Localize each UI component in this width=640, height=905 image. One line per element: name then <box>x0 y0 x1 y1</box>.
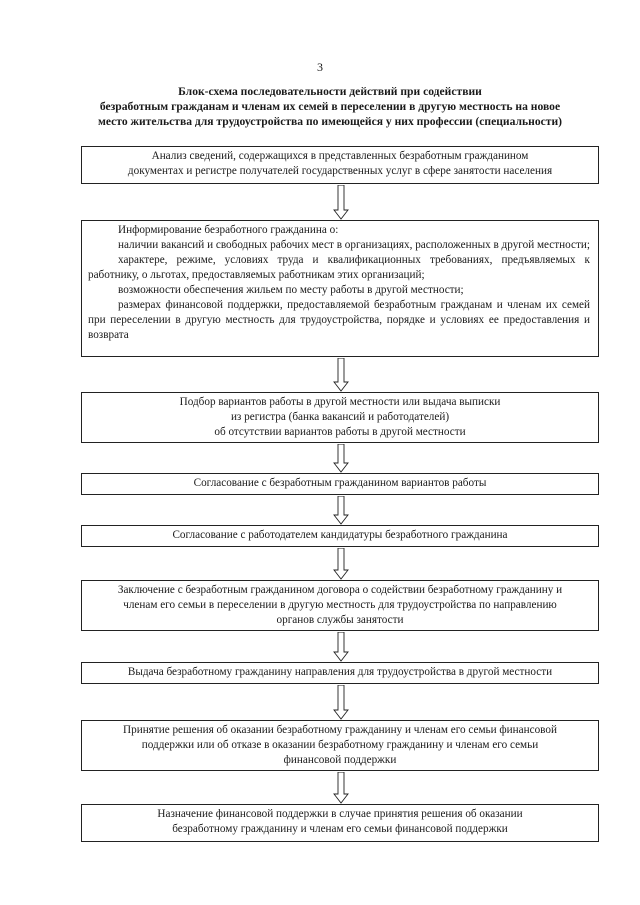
document-title <box>60 84 600 129</box>
step-text-line: об отсутствии вариантов работы в другой местности <box>214 426 466 438</box>
step-text-line: безработному гражданину и членам его семьи финансовой поддержки <box>172 823 508 835</box>
step-text-line: Согласование с работодателем кандидатуры безработного гражданина <box>172 529 508 541</box>
page-number: 3 <box>317 60 323 74</box>
step-text-line: поддержки или об отказе в оказании безработному гражданину и членам его семьи <box>141 739 539 751</box>
step-text-line: органов службы занятости <box>276 614 404 626</box>
step-text-line: членам его семьи в переселении в другую местность для трудоустройства по направлению <box>123 599 557 611</box>
step-9-assignment-box <box>81 804 599 842</box>
step-text-line: Выдача безработному гражданину направления для трудоустройства в другой местности <box>127 666 553 678</box>
step-2-inform-box <box>81 220 599 357</box>
title-line: место жительства для трудоустройства по имеющейся у них профессии (специальности) <box>97 115 563 128</box>
step-text-line: финансовой поддержки <box>283 754 397 766</box>
down-arrow-icon <box>333 496 349 525</box>
step-text-line: Анализ сведений, содержащихся в представленных безработным гражданином <box>151 150 529 162</box>
title-line: Блок-схема последовательности действий при содействии <box>178 85 482 98</box>
step-text-line: Заключение с безработным гражданином договора о содействии безработному гражданину и <box>117 584 563 596</box>
step-7-referral-box <box>81 662 599 684</box>
step-1-analysis-box <box>81 146 599 184</box>
step-text-line: Принятие решения об оказании безработному гражданину и членам его семьи финансовой <box>123 724 557 736</box>
inform-item: возможности обеспечения жильем по месту работы в другой местности; <box>118 284 464 296</box>
step-6-contract-box <box>81 580 599 631</box>
title-line: безработным гражданам и членам их семей в переселении в другую местность на новое <box>99 100 561 113</box>
step-4-agreement-citizen-box <box>81 473 599 495</box>
down-arrow-icon <box>333 685 349 720</box>
down-arrow-icon <box>333 358 349 392</box>
step-text-line: Назначение финансовой поддержки в случае принятия решения об оказании <box>157 808 523 820</box>
step-text-line: Согласование с безработным гражданином вариантов работы <box>193 477 487 489</box>
down-arrow-icon <box>333 772 349 804</box>
step-text-line: Подбор вариантов работы в другой местности или выдача выписки <box>179 396 501 408</box>
step-8-decision-box <box>81 720 599 771</box>
step-text-line: документах и регистре получателей государственных услуг в сфере занятости населения <box>127 165 553 177</box>
down-arrow-icon <box>333 548 349 580</box>
step-text-line: из регистра (банка вакансий и работодателей) <box>230 411 450 423</box>
inform-item: размерах финансовой поддержки, предоставляемой безработным гражданам и членам их семей при переселении в другую местность для трудоустройства, порядке и условиях ее предоставления и возврата <box>88 299 590 341</box>
step-3-selection-box <box>81 392 599 443</box>
inform-item: характере, режиме, условиях труда и квалификационных требованиях, предъявляемых к работнику, о льготах, предоставляемых работникам этих организаций; <box>88 254 590 281</box>
inform-item: наличии вакансий и свободных рабочих мест в организациях, расположенных в другой местности; <box>118 239 590 251</box>
down-arrow-icon <box>333 185 349 220</box>
step-5-agreement-employer-box <box>81 525 599 547</box>
step-heading: Информирование безработного гражданина о: <box>118 224 339 236</box>
down-arrow-icon <box>333 632 349 662</box>
down-arrow-icon <box>333 444 349 473</box>
